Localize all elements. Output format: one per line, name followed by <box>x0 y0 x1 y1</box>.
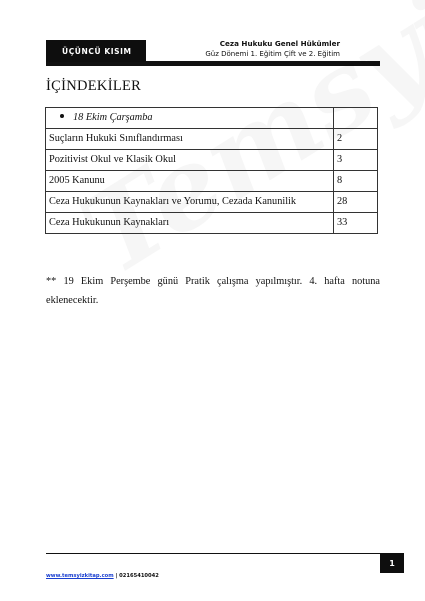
part-badge <box>46 40 146 62</box>
toc-row[interactable] <box>46 171 378 192</box>
toc-row-page: 2 <box>334 129 378 150</box>
toc-row[interactable] <box>46 150 378 171</box>
toc-row-page: 33 <box>334 213 378 234</box>
part-label: ÜÇÜNCÜ KISIM <box>62 46 132 56</box>
course-title: Ceza Hukuku Genel Hükümler <box>219 39 340 48</box>
footer-separator: | <box>115 573 118 579</box>
toc-heading: İÇİNDEKİLER <box>46 78 142 94</box>
toc-section-label: 18 Ekim Çarşamba <box>73 112 153 123</box>
toc-row[interactable] <box>46 213 378 234</box>
toc-row-page: 3 <box>334 150 378 171</box>
toc-row-title[interactable]: Suçların Hukuki Sınıflandırması <box>46 129 334 150</box>
phone-number: 02165410042 <box>119 573 159 579</box>
footer-divider <box>46 553 380 554</box>
toc-row-title[interactable]: 2005 Kanunu <box>46 171 334 192</box>
toc-section-page <box>334 108 378 129</box>
toc-row[interactable] <box>46 129 378 150</box>
toc-section-row <box>46 108 378 129</box>
toc-row-title[interactable]: Ceza Hukukunun Kaynakları ve Yorumu, Cezada Kanunilik <box>46 192 334 213</box>
course-subtitle: Güz Dönemi 1. Eğitim Çift ve 2. Eğitim <box>205 50 340 58</box>
toc-row-page: 28 <box>334 192 378 213</box>
toc-section-cell <box>46 108 334 129</box>
toc-row-title[interactable]: Pozitivist Okul ve Klasik Okul <box>46 150 334 171</box>
bullet-icon <box>60 114 64 118</box>
toc-table <box>45 107 378 234</box>
footer-contact <box>46 573 159 579</box>
website-link[interactable]: www.temsyizkitap.com <box>46 573 114 579</box>
toc-row-title[interactable]: Ceza Hukukunun Kaynakları <box>46 213 334 234</box>
page-number: 1 <box>380 553 404 573</box>
toc-row-page: 8 <box>334 171 378 192</box>
footnote: ** 19 Ekim Perşembe günü Pratik çalışma yapılmıştır. 4. hafta notuna eklenecektir. <box>46 276 380 306</box>
toc-row[interactable] <box>46 192 378 213</box>
